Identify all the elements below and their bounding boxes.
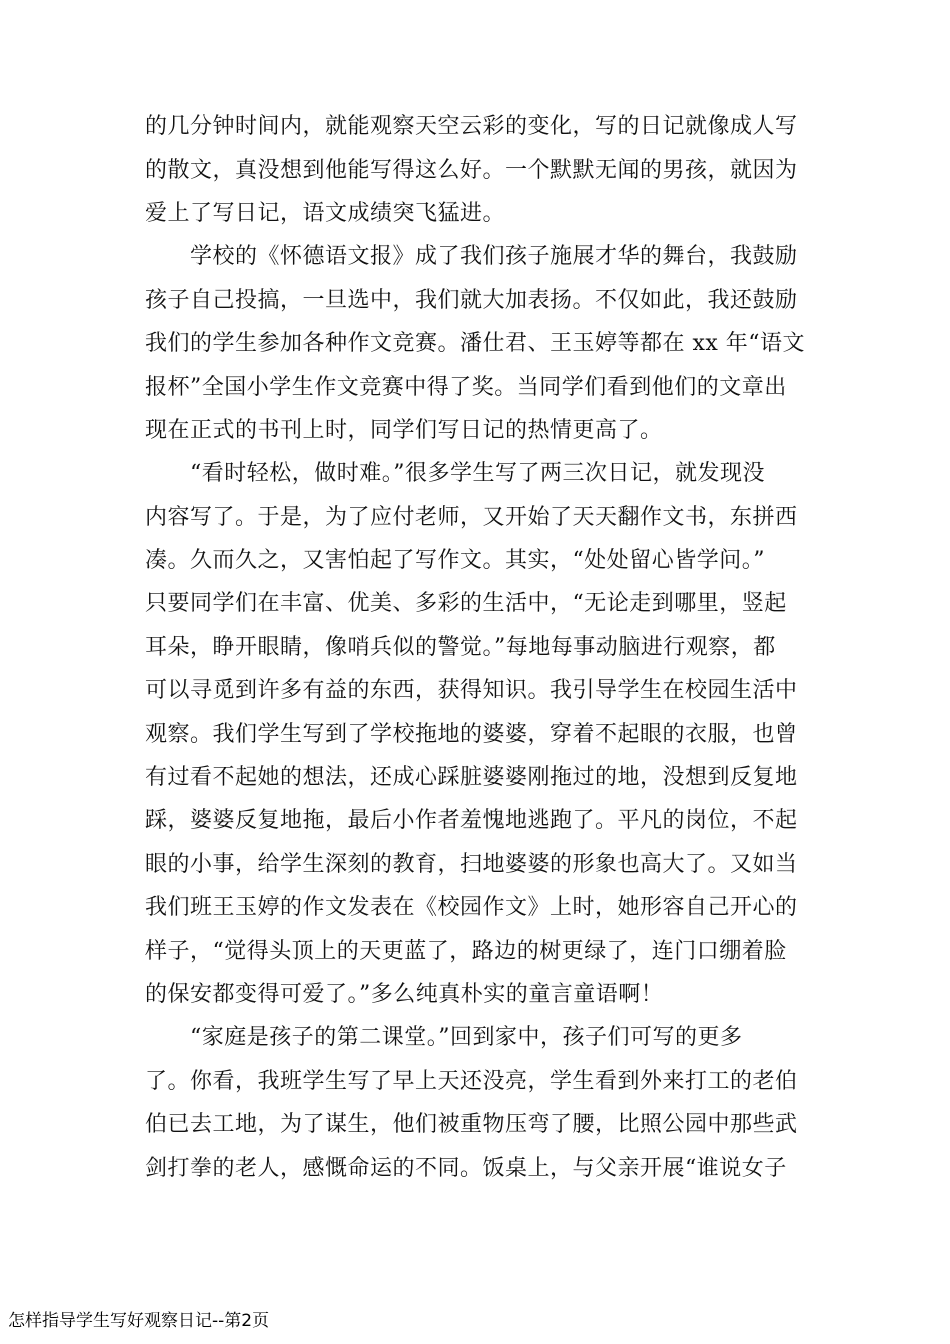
paragraph-first-line: “看时轻松，做时难。”很多学生写了两三次日记，就发现没 — [190, 461, 765, 486]
body-line: 的散文，真没想到他能写得这么好。一个默默无闻的男孩，就因为 — [145, 158, 798, 183]
paragraph-first-line: 学校的《怀德语文报》成了我们孩子施展才华的舞台，我鼓励 — [190, 244, 798, 269]
body-line: 爱上了写日记，语文成绩突飞猛进。 — [145, 201, 506, 226]
body-line: 内容写了。于是，为了应付老师，又开始了天天翻作文书，东拼西 — [145, 505, 798, 530]
body-line: 的几分钟时间内，就能观察天空云彩的变化，写的日记就像成人写 — [145, 114, 798, 139]
body-line: 了。你看，我班学生写了早上天还没亮，学生看到外来打工的老伯 — [145, 1069, 798, 1094]
body-line: 眼的小事，给学生深刻的教育，扫地婆婆的形象也高大了。又如当 — [145, 852, 798, 877]
body-line: 我们的学生参加各种作文竞赛。潘仕君、王玉婷等都在 xx 年“语文 — [145, 331, 806, 356]
body-line: 的保安都变得可爱了。”多么纯真朴实的童言童语啊！ — [145, 982, 664, 1007]
body-line: 样子，“觉得头顶上的天更蓝了，路边的树更绿了，连门口绷着脸 — [145, 939, 787, 964]
body-line: 现在正式的书刊上时，同学们写日记的热情更高了。 — [145, 418, 663, 443]
body-line: 踩，婆婆反复地拖，最后小作者羞愧地逃跑了。平凡的岗位，不起 — [145, 808, 798, 833]
paragraph-first-line: “家庭是孩子的第二课堂。”回到家中，孩子们可写的更多 — [190, 1025, 743, 1050]
body-line: 我们班王玉婷的作文发表在《校园作文》上时，她形容自己开心的 — [145, 895, 798, 920]
body-line: 伯已去工地，为了谋生，他们被重物压弯了腰，比照公园中那些武 — [145, 1112, 798, 1137]
body-line: 剑打拳的老人，感慨命运的不同。饭桌上，与父亲开展“谁说女子 — [145, 1156, 787, 1181]
body-line: 报杯”全国小学生作文竞赛中得了奖。当同学们看到他们的文章出 — [145, 375, 787, 400]
body-line: 凑。久而久之，又害怕起了写作文。其实，“处处留心皆学问。” — [145, 548, 765, 573]
body-line: 可以寻觅到许多有益的东西，获得知识。我引导学生在校园生活中 — [145, 678, 798, 703]
body-line: 观察。我们学生写到了学校拖地的婆婆，穿着不起眼的衣服，也曾 — [145, 722, 798, 747]
body-line: 耳朵，睁开眼睛，像哨兵似的警觉。”每地每事动脑进行观察，都 — [145, 635, 776, 660]
body-line: 孩子自己投搞，一旦选中，我们就大加表扬。不仅如此，我还鼓励 — [145, 288, 798, 313]
body-line: 有过看不起她的想法，还成心踩脏婆婆刚拖过的地，没想到反复地 — [145, 765, 798, 790]
body-line: 只要同学们在丰富、优美、多彩的生活中，“无论走到哪里，竖起 — [145, 591, 787, 616]
page-footer: 怎样指导学生写好观察日记--第2页 — [8, 1311, 270, 1331]
